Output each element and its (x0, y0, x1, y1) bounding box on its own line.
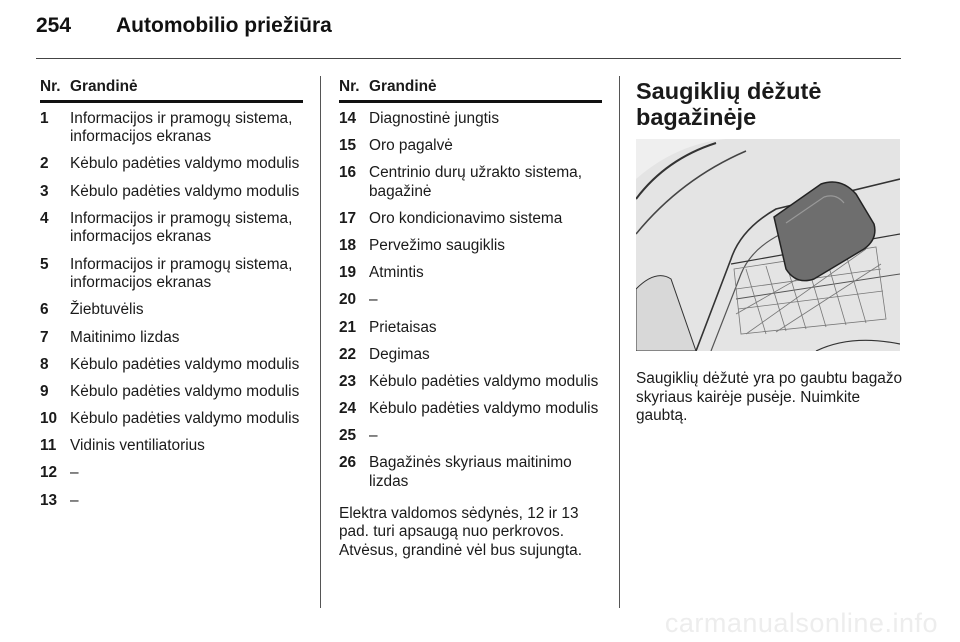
fuse-circuit: Oro kondicionavimo sistema (369, 209, 563, 227)
fuse-number: 17 (339, 209, 357, 227)
fuse-circuit: Maitinimo lizdas (70, 328, 180, 346)
column-divider-left (320, 76, 321, 608)
table-row (339, 346, 602, 365)
watermark: carmanualsonline.info (664, 608, 938, 638)
fuse-number: 19 (339, 264, 357, 282)
fuse-circuit: Diagnostinė jungtis (369, 109, 500, 127)
fuse-circuit: – (369, 427, 378, 445)
table-row (339, 110, 602, 129)
table-row (40, 464, 303, 483)
column-header-nr: Nr. (40, 78, 61, 95)
fuse-number: 8 (40, 355, 49, 373)
table-body (339, 110, 602, 492)
fuse-number: 4 (40, 209, 49, 227)
fuse-circuit: Informacijos ir pramogų sistema, informacijos ekranas (70, 255, 293, 292)
table-row (40, 155, 303, 174)
table-row (40, 410, 303, 429)
table-row (40, 210, 303, 247)
fuse-box-illustration (636, 139, 900, 351)
fuse-circuit: Centrinio durų užrakto sistema, bagažinė (369, 163, 582, 200)
fuse-number: 22 (339, 345, 357, 363)
fuse-circuit: Prietaisas (369, 318, 437, 336)
header-rule (36, 58, 901, 59)
fuse-circuit: Oro pagalvė (369, 136, 453, 154)
fuse-table-right (339, 78, 602, 560)
table-row (339, 137, 602, 156)
fuse-number: 16 (339, 163, 357, 181)
fuse-number: 26 (339, 454, 357, 472)
fuse-circuit: Žiebtuvėlis (70, 301, 144, 319)
table-row (40, 301, 303, 320)
page-number: 254 (36, 14, 72, 37)
fuse-circuit: Kėbulo padėties valdymo modulis (70, 382, 300, 400)
table-row (339, 264, 602, 283)
fuse-number: 1 (40, 109, 49, 127)
table-row (40, 329, 303, 348)
section-title: Saugiklių dėžutė bagažinėje (636, 78, 822, 130)
fuse-circuit: Kėbulo padėties valdymo modulis (70, 355, 300, 373)
fuse-circuit: Atmintis (369, 264, 424, 282)
table-body (40, 110, 303, 511)
table-row (40, 256, 303, 293)
page-header (36, 14, 332, 38)
fuse-circuit: Informacijos ir pramogų sistema, informacijos ekranas (70, 209, 293, 246)
column-header-circuit: Grandinė (369, 78, 437, 95)
table-row (339, 400, 602, 419)
table-row (339, 319, 602, 338)
fuse-circuit: Kėbulo padėties valdymo modulis (369, 372, 599, 390)
fuse-number: 14 (339, 109, 357, 127)
fuse-number: 12 (40, 464, 58, 482)
fuse-number: 7 (40, 328, 49, 346)
fuse-circuit: Pervežimo saugiklis (369, 236, 505, 254)
fuse-number: 18 (339, 236, 357, 254)
table-row (339, 210, 602, 229)
table-row (40, 492, 303, 511)
fuse-number: 25 (339, 427, 357, 445)
fuse-number: 15 (339, 136, 357, 154)
fuse-circuit: Informacijos ir pramogų sistema, informacijos ekranas (70, 109, 293, 146)
fuse-number: 9 (40, 382, 49, 400)
table-row (40, 383, 303, 402)
column-divider-right (619, 76, 620, 608)
fuse-number: 23 (339, 372, 357, 390)
column-header-nr: Nr. (339, 78, 360, 95)
table-row (339, 291, 602, 310)
table-row (40, 437, 303, 456)
table-row (339, 373, 602, 392)
fuse-number: 20 (339, 291, 357, 309)
page-title: Automobilio priežiūra (116, 14, 332, 37)
table-row (339, 237, 602, 256)
fuse-number: 11 (40, 437, 57, 455)
fuse-circuit: Vidinis ventiliatorius (70, 437, 205, 455)
fuse-circuit: – (369, 291, 378, 309)
fuse-circuit: – (70, 464, 79, 482)
fuse-number: 2 (40, 155, 49, 173)
fuse-box-caption: Saugiklių dėžutė yra po gaubtu bagažo skyriaus kairėje pusėje. Nuimkite gaubtą. (636, 370, 903, 425)
fuse-number: 3 (40, 182, 49, 200)
table-row (339, 427, 602, 446)
fuse-circuit: Kėbulo padėties valdymo modulis (70, 182, 300, 200)
fuse-circuit: Kėbulo padėties valdymo modulis (369, 400, 599, 418)
table-header (339, 78, 602, 103)
fuse-number: 6 (40, 301, 49, 319)
fuse-circuit: Bagažinės skyriaus maitinimo lizdas (369, 454, 572, 491)
fuse-circuit: – (70, 491, 79, 509)
fuse-box-section (636, 78, 904, 426)
table-row (339, 454, 602, 491)
table-row (339, 164, 602, 201)
table-row (40, 183, 303, 202)
fuse-number: 24 (339, 400, 357, 418)
fuse-number: 13 (40, 491, 58, 509)
table-header (40, 78, 303, 103)
fuse-table-left (40, 78, 303, 519)
fuse-circuit: Kėbulo padėties valdymo modulis (70, 155, 300, 173)
table-row (40, 356, 303, 375)
table-row (40, 110, 303, 147)
fuse-number: 21 (339, 318, 357, 336)
fuse-number: 5 (40, 255, 49, 273)
fuse-circuit: Kėbulo padėties valdymo modulis (70, 410, 300, 428)
fuse-circuit: Degimas (369, 345, 430, 363)
column-header-circuit: Grandinė (70, 78, 138, 95)
overload-note: Elektra valdomos sėdynės, 12 ir 13 pad. turi apsaugą nuo perkrovos. Atvėsus, grandinė vėl bus sujungta. (339, 504, 582, 559)
fuse-number: 10 (40, 410, 58, 428)
